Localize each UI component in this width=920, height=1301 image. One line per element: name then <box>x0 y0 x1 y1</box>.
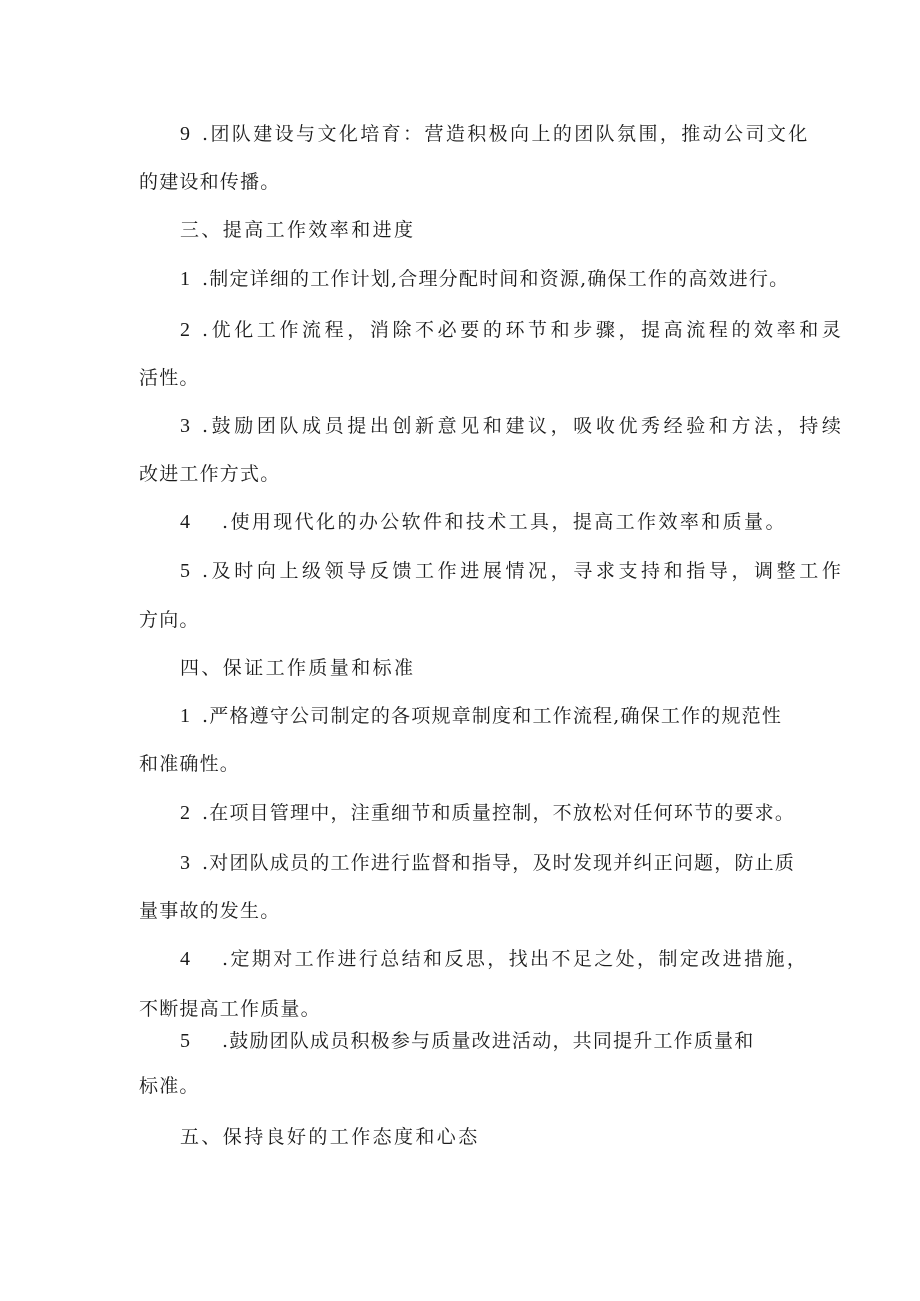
list-number: 4 <box>180 948 190 970</box>
paragraph-line <box>180 801 795 825</box>
line-text: 改进工作方式。 <box>139 463 281 485</box>
line-text: 和准确性。 <box>139 753 241 775</box>
paragraph-line <box>180 851 795 875</box>
line-text: 不断提高工作质量。 <box>139 998 321 1020</box>
list-number: 2 <box>180 319 190 341</box>
list-number: 5 <box>180 1030 190 1052</box>
paragraph-line <box>180 414 844 438</box>
paragraph-line <box>139 1074 200 1098</box>
list-number: 5 <box>180 560 190 582</box>
list-number: 2 <box>180 802 190 824</box>
list-number: 4 <box>180 511 190 533</box>
paragraph-line <box>139 752 240 776</box>
heading-text: 四、保证工作质量和标准 <box>180 657 416 679</box>
line-text: .鼓励团队成员积极参与质量改进活动，共同提升工作质量和 <box>222 1030 755 1052</box>
paragraph-line <box>139 366 200 390</box>
paragraph-line <box>180 267 789 291</box>
list-number: 3 <box>180 415 190 437</box>
paragraph-line <box>139 170 280 194</box>
paragraph-line <box>180 704 782 728</box>
list-number: 1 <box>180 268 190 290</box>
line-text: .优化工作流程，消除不必要的环节和步骤，提高流程的效率和灵 <box>202 319 845 341</box>
section-heading <box>180 218 415 242</box>
line-text: .团队建设与文化培育：营造积极向上的团队氛围，推动公司文化 <box>202 123 810 145</box>
section-heading <box>180 1125 480 1149</box>
paragraph-line <box>180 559 844 583</box>
line-text: .严格遵守公司制定的各项规章制度和工作流程,确保工作的规范性 <box>202 705 783 727</box>
line-text: 方向。 <box>139 609 200 631</box>
line-text: .定期对工作进行总结和反思，找出不足之处，制定改进措施， <box>222 948 809 970</box>
paragraph-line <box>139 608 200 632</box>
section-heading <box>180 656 415 680</box>
line-text: .鼓励团队成员提出创新意见和建议，吸收优秀经验和方法，持续 <box>202 415 845 437</box>
paragraph-line <box>180 1029 754 1053</box>
paragraph-line <box>139 997 321 1021</box>
line-text: .使用现代化的办公软件和技术工具，提高工作效率和质量。 <box>222 511 787 533</box>
paragraph-line <box>139 462 280 486</box>
paragraph-line <box>180 122 810 146</box>
paragraph-line <box>180 318 844 342</box>
line-text: .及时向上级领导反馈工作进展情况，寻求支持和指导，调整工作 <box>202 560 845 582</box>
line-text: 的建设和传播。 <box>139 171 281 193</box>
line-text: 标准。 <box>139 1075 200 1097</box>
list-number: 3 <box>180 852 190 874</box>
list-number: 9 <box>180 123 190 145</box>
line-text: 量事故的发生。 <box>139 900 281 922</box>
line-text: .对团队成员的工作进行监督和指导，及时发现并纠正问题，防止质 <box>202 852 796 874</box>
paragraph-line <box>139 899 280 923</box>
list-number: 1 <box>180 705 190 727</box>
line-text: 活性。 <box>139 367 200 389</box>
line-text: .在项目管理中，注重细节和质量控制，不放松对任何环节的要求。 <box>202 802 796 824</box>
heading-text: 三、提高工作效率和进度 <box>180 219 416 241</box>
paragraph-line <box>180 510 787 534</box>
paragraph-line <box>180 947 808 971</box>
heading-text: 五、保持良好的工作态度和心态 <box>180 1126 480 1148</box>
line-text: .制定详细的工作计划,合理分配时间和资源,确保工作的高效进行。 <box>202 268 790 290</box>
